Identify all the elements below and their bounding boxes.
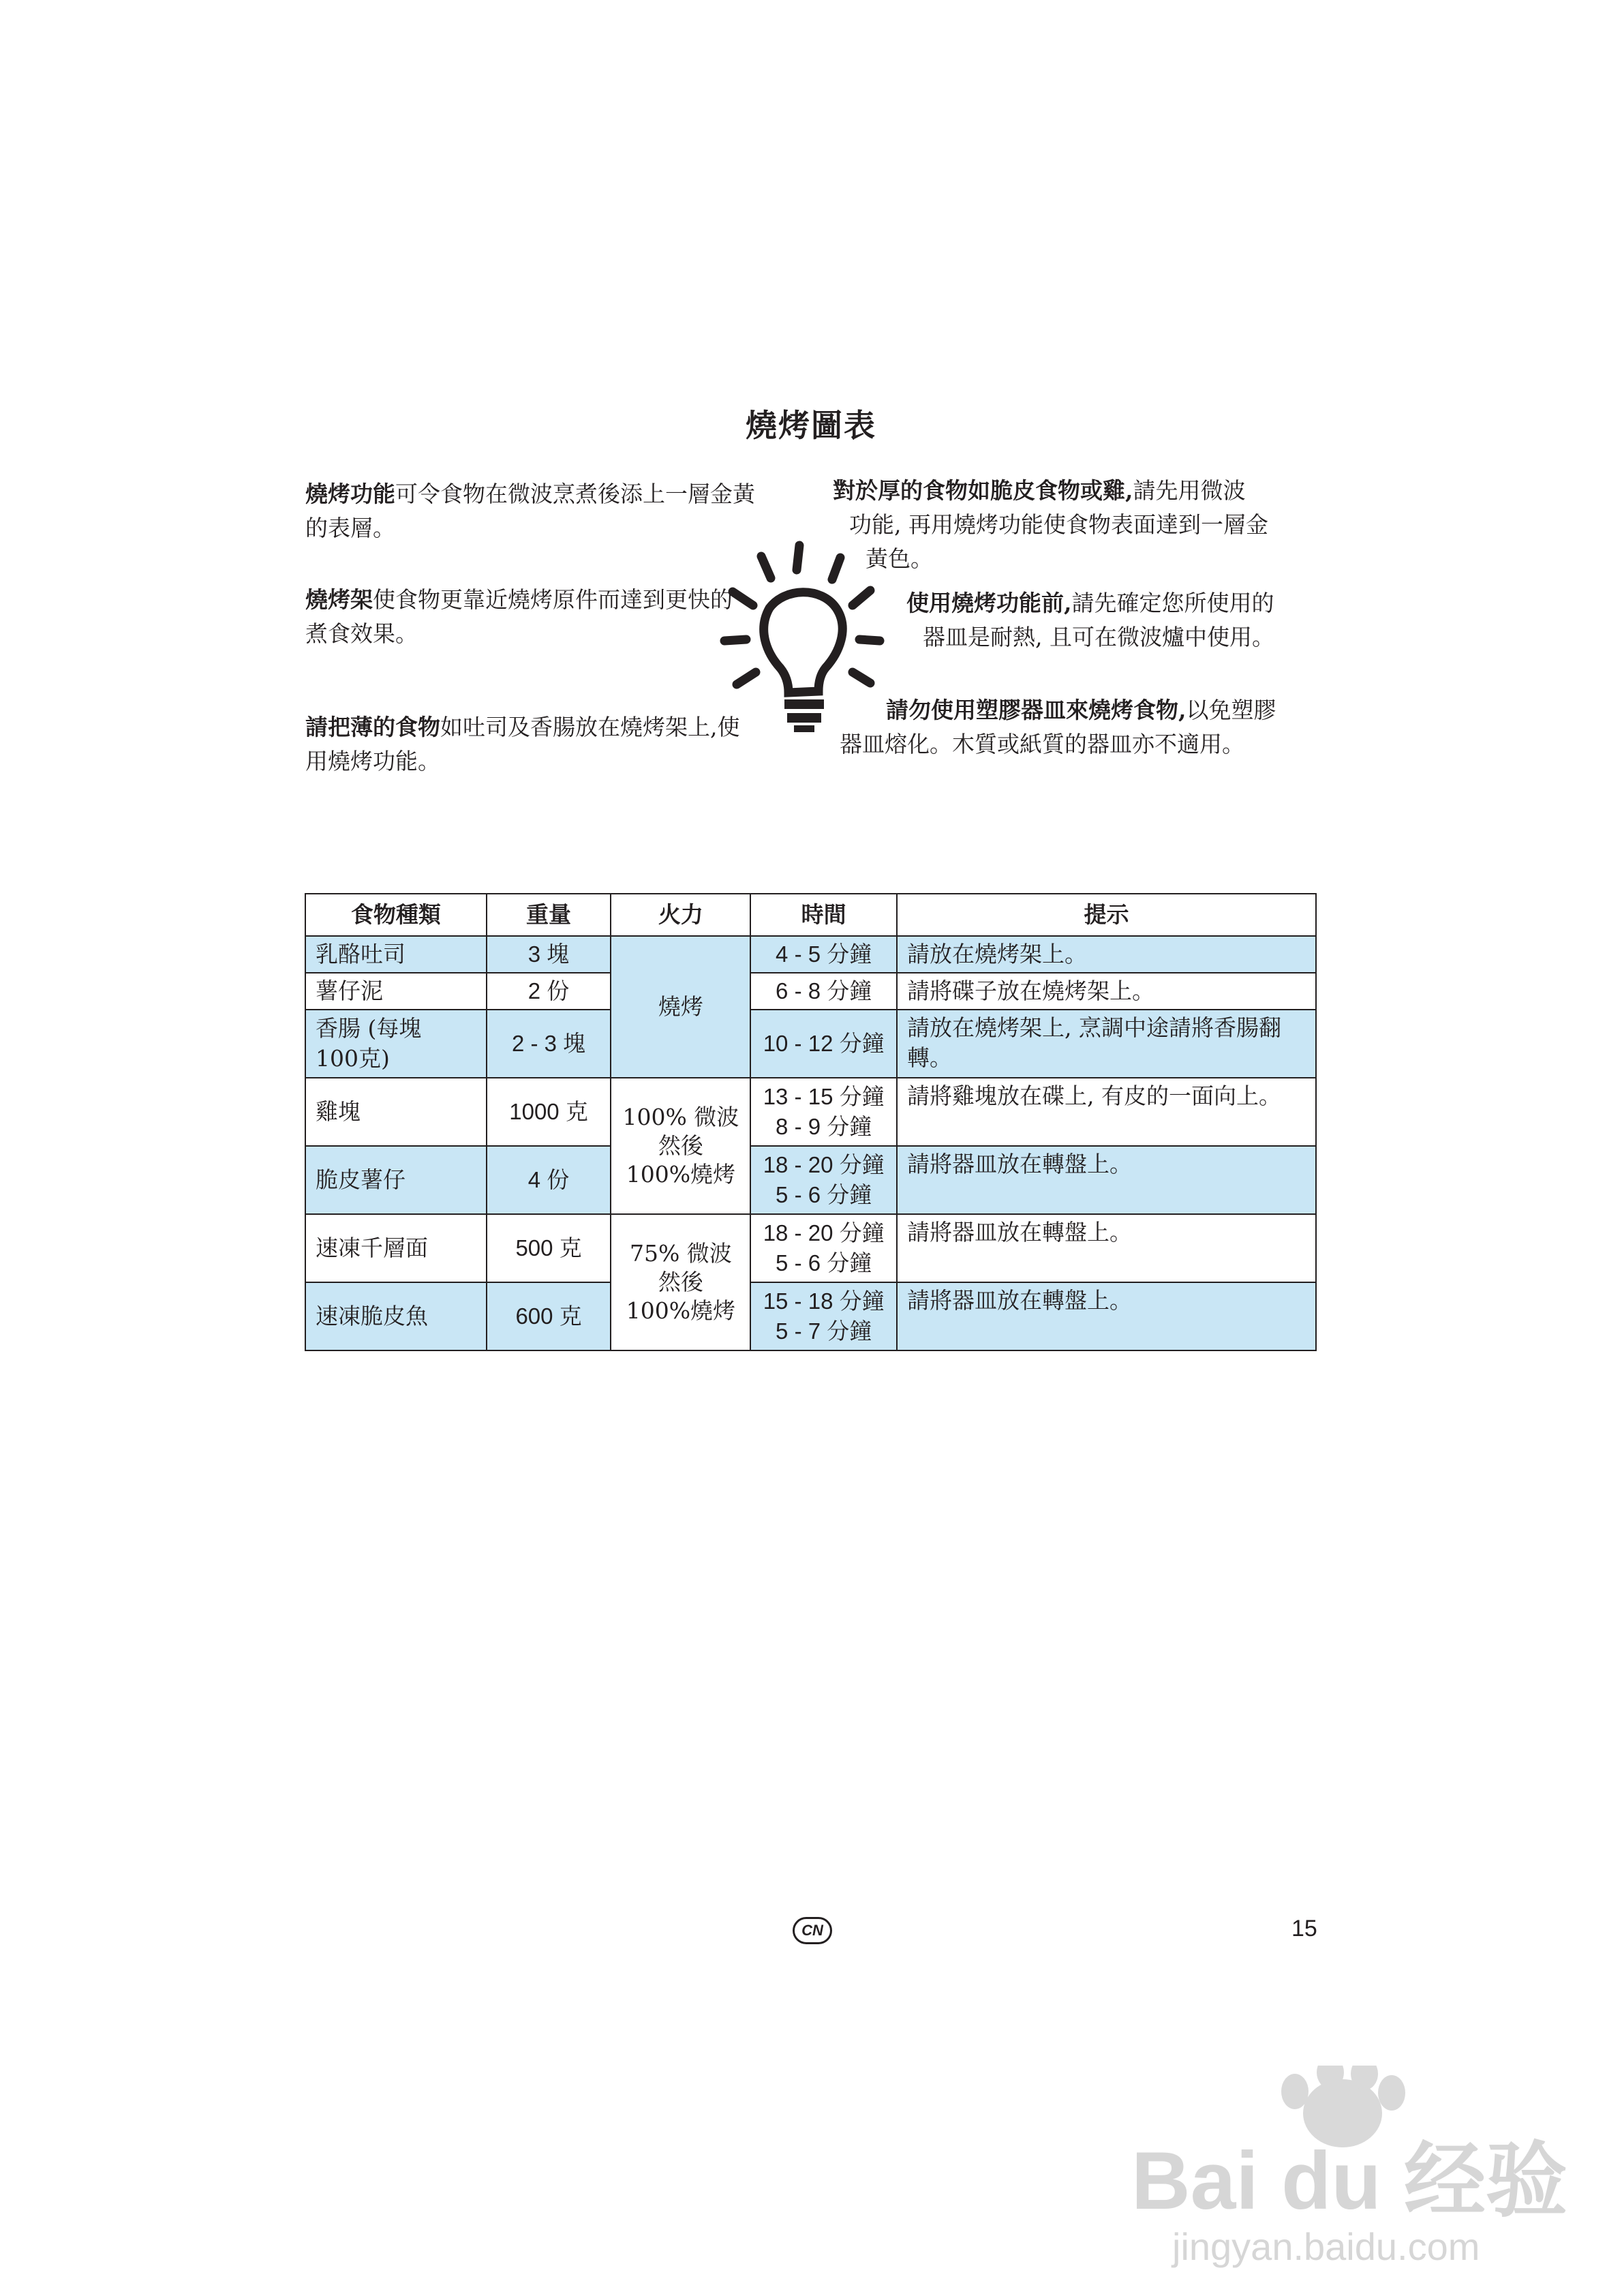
tip-cell: 請將雞塊放在碟上, 有皮的一面向上。	[897, 1078, 1316, 1146]
grill-chart-table	[305, 893, 1317, 1351]
lightbulb-icon	[719, 539, 889, 736]
watermark-brand: Bai du 经验	[1131, 2135, 1568, 2226]
tip-before-grill: 使用燒烤功能前,請先確定您所使用的 器皿是耐熱, 且可在微波爐中使用。	[906, 590, 1274, 650]
food-cell: 乳酪吐司	[305, 936, 487, 973]
header-tips: 提示	[897, 894, 1316, 936]
page-title: 燒烤圖表	[746, 407, 876, 444]
food-cell: 速凍脆皮魚	[305, 1282, 487, 1350]
tip-thick-food: 對於厚的食物如脆皮食物或雞,請先用微波 功能, 再用燒烤功能使食物表面達到一層金 黃色。	[833, 477, 1268, 572]
food-cell: 香腸 (每塊 100克)	[305, 1010, 487, 1078]
time-cell: 18 - 20 分鐘 5 - 6 分鐘	[750, 1214, 897, 1282]
table-header-row	[305, 894, 1316, 936]
tip-thin-food: 請把薄的食物如吐司及香腸放在燒烤架上,使用燒烤功能。	[305, 714, 740, 774]
table-row	[305, 1282, 1316, 1350]
page-number: 15	[1291, 1916, 1317, 1942]
tip-no-plastic: 請勿使用塑膠器皿來燒烤食物,以免塑膠 器皿熔化。木質或紙質的器皿亦不適用。	[840, 697, 1276, 757]
header-power: 火力	[611, 894, 750, 936]
time-cell: 13 - 15 分鐘 8 - 9 分鐘	[750, 1078, 897, 1146]
tip-cell: 請放在燒烤架上。	[897, 936, 1316, 973]
tip-cell: 請將器皿放在轉盤上。	[897, 1282, 1316, 1350]
food-cell: 雞塊	[305, 1078, 487, 1146]
weight-cell: 2 - 3 塊	[487, 1010, 611, 1078]
table-row	[305, 1078, 1316, 1146]
baidu-watermark	[1118, 2066, 1595, 2270]
watermark-url: jingyan.baidu.com	[1172, 2225, 1480, 2268]
time-cell: 18 - 20 分鐘 5 - 6 分鐘	[750, 1146, 897, 1214]
time-cell: 4 - 5 分鐘	[750, 936, 897, 973]
time-cell: 15 - 18 分鐘 5 - 7 分鐘	[750, 1282, 897, 1350]
power-cell: 100% 微波 然後 100%燒烤	[611, 1078, 750, 1214]
tip-grill-function: 燒烤功能可令食物在微波烹煮後添上一層金黃的表層。	[305, 481, 755, 541]
header-time: 時間	[750, 894, 897, 936]
tip-cell: 請將器皿放在轉盤上。	[897, 1214, 1316, 1282]
food-cell: 速凍千層面	[305, 1214, 487, 1282]
table-row	[305, 936, 1316, 973]
power-cell: 燒烤	[611, 936, 750, 1078]
weight-cell: 4 份	[487, 1146, 611, 1214]
weight-cell: 600 克	[487, 1282, 611, 1350]
tip-cell: 請將器皿放在轉盤上。	[897, 1146, 1316, 1214]
header-food-type: 食物種類	[305, 894, 487, 936]
table-row	[305, 973, 1316, 1010]
weight-cell: 500 克	[487, 1214, 611, 1282]
table-row	[305, 1010, 1316, 1078]
weight-cell: 2 份	[487, 973, 611, 1010]
food-cell: 脆皮薯仔	[305, 1146, 487, 1214]
power-cell: 75% 微波 然後 100%燒烤	[611, 1214, 750, 1350]
tip-cell: 請將碟子放在燒烤架上。	[897, 973, 1316, 1010]
table-row	[305, 1214, 1316, 1282]
language-badge: CN	[793, 1917, 832, 1944]
time-cell: 10 - 12 分鐘	[750, 1010, 897, 1078]
food-cell: 薯仔泥	[305, 973, 487, 1010]
header-weight: 重量	[487, 894, 611, 936]
tip-cell: 請放在燒烤架上, 烹調中途請將香腸翻轉。	[897, 1010, 1316, 1078]
weight-cell: 3 塊	[487, 936, 611, 973]
time-cell: 6 - 8 分鐘	[750, 973, 897, 1010]
table-row	[305, 1146, 1316, 1214]
tip-grill-rack: 燒烤架使食物更靠近燒烤原件而達到更快的煮食效果。	[305, 586, 733, 647]
weight-cell: 1000 克	[487, 1078, 611, 1146]
